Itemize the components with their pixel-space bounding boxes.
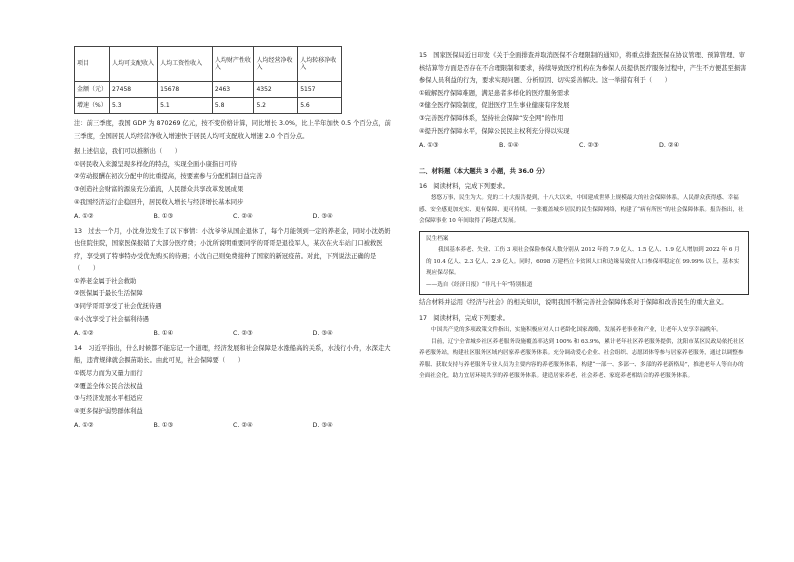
choice-d: D. ③④ <box>312 422 333 430</box>
material-box-title: 民生档案 <box>426 235 449 242</box>
table-header-cell: 人均转移净收入 <box>298 47 342 82</box>
table-row <box>75 98 342 114</box>
question-12-choices <box>74 210 392 223</box>
table-cell: 5157 <box>298 82 342 98</box>
question-13-option: ③同学哥哥享受了社会优抚待遇 <box>74 303 162 311</box>
table-cell: 15678 <box>158 82 213 98</box>
choice-b: B. ①④ <box>153 329 174 337</box>
table-header-cell: 项目 <box>75 47 110 82</box>
choice-d: D. ②④ <box>659 141 680 149</box>
question-16-stem: 16 阅读材料，完成下列要求。 <box>419 182 509 190</box>
question-17-stem: 17 阅读材料，完成下列要求。 <box>419 314 509 322</box>
choice-c: C. ②③ <box>233 329 253 337</box>
question-15-stem: 15 国家医保局近日印发《关于全面排查并取消医保不合理限制的通知》，将重点排查医保在协议管理、预算管理、审核结算等方面是否存在不合理限制和要求，持续导致医疗机构在为参保人员提供医疗服务过程中，产生不方便甚至损害参保人员利益的行为，要求实现问题、分析原因、切实妥善解决。这一举措有利于（ ） <box>419 52 747 84</box>
question-14-option: ③与经济发展水平相适应 <box>74 395 143 403</box>
table-header-cell: 人均经营净收入 <box>254 47 298 82</box>
income-table <box>74 46 342 114</box>
table-cell: 2463 <box>212 82 254 98</box>
question-16-material: 悠悠万事，民生为大。党的二十大报告提到，十八大以来，中国建成世界上规模最大的社会保障体系，人民群众获得感、幸福感、安全感更加充实、更有保障、更可持续。一张覆盖城乡居民的民生保障网络，构建了“病有所医”的社会保障体系。报告指出，社会保障事业 10 年间取得了跨越式发展。 <box>419 195 744 225</box>
choice-b: B. ①③ <box>153 422 174 430</box>
question-13-option: ②医保属于最长生活保障 <box>74 290 143 298</box>
table-cell: 金额（元） <box>75 82 110 98</box>
question-12-option: ③创造社会财富的源泉充分涌流，人民群众共享改革发展成果 <box>74 186 244 194</box>
question-13-choices <box>74 327 392 340</box>
question-15-choices <box>419 139 749 152</box>
table-cell: 27458 <box>110 82 158 98</box>
choice-a: A. ①② <box>74 422 94 430</box>
material-box-text: 我国基本养老、失业、工伤 3 项社会保险参保人数分别从 2012 年的 7.9 亿人、1.5 亿人、1.9 亿人增加到 2022 年 6 月的 10.4 亿人、2.3 亿人、2.9 亿人。同时，6098 万建档立卡贫困人口和边缘易致贫人口参保率稳定在 99.99% 以上，基本实现应保尽保。 <box>426 247 740 277</box>
choice-b: B. ①③ <box>153 212 174 220</box>
table-cell: 4352 <box>254 82 298 98</box>
material-box-source: ——选自《经济日报》“非凡十年”特别报道 <box>426 281 533 288</box>
section-title: 二、材料题（本大题共 3 小题，共 36.0 分） <box>419 167 549 175</box>
question-14-option: ②覆盖全体公民合法权益 <box>74 382 143 390</box>
question-13-option: ①养老金属于社会救助 <box>74 277 137 285</box>
choice-c: C. ②④ <box>233 422 253 430</box>
choice-b: B. ①④ <box>499 141 519 149</box>
question-15-option: ①破解医疗保障难题，满足患者多样化的医疗服务需求 <box>419 89 570 97</box>
table-note: 注：前三季度，我国 GDP 为 870269 亿元，按不变价格计算，同比增长 3.0%，比上半年加快 0.5 个百分点，前三季度，全国居民人均经营净收入增速快于居民人均可支配收入增速 2.0 个百分点。 <box>74 120 391 140</box>
table-header-cell: 人均工资性收入 <box>158 47 213 82</box>
choice-c: C. ②④ <box>233 212 253 220</box>
question-14-option: ④更多保护弱势群体利益 <box>74 408 143 416</box>
question-12-option: ④我国经济运行企稳回升，居民收入增长与经济增长基本同步 <box>74 198 244 206</box>
question-15-option: ③完善医疗保障体系，坚持社会保障“安全网”的作用 <box>419 115 564 123</box>
question-12-option: ②劳动报酬在初次分配中的比重提高，按要素参与分配机制日益完善 <box>74 173 263 181</box>
question-13-stem: 13 过去一个月，小沈身边发生了以下事情：小沈爷爷从国企退休了，每个月能领到一定的养老金，同时小沈奶奶也住院住院，国家医保报销了大部分医疗费；小沈所说明重要同学的哥哥是退役军人，某次在火车站门口被救医疗，享受到了特事特办受优先购买的待遇；小沈自己则免费接种了国家的新冠疫苗。对此，下列说法正确的是（ ） <box>74 227 391 273</box>
table-cell: 5.8 <box>212 98 254 114</box>
table-header-cell: 人均财产性收入 <box>212 47 254 82</box>
choice-d: D. ③④ <box>312 212 333 220</box>
question-12-stem: 据上述信息，我们可以推断出（ ） <box>74 148 182 155</box>
choice-d: D. ③④ <box>312 329 333 337</box>
table-header-cell: 人均可支配收入 <box>110 47 158 82</box>
question-13-option: ④小沈享受了社会福利待遇 <box>74 316 149 324</box>
choice-a: A. ①② <box>74 329 94 337</box>
table-cell: 增速（%） <box>75 98 110 114</box>
question-15-option: ④提升医疗保障水平，保障公民民主权利充分得以实现 <box>419 127 570 135</box>
table-cell: 5.2 <box>254 98 298 114</box>
question-12-option: ①居民收入来源呈现多样化的特点，实现全面小康指日可待 <box>74 160 238 168</box>
choice-c: C. ②③ <box>579 141 599 149</box>
material-box <box>419 231 749 295</box>
left-column <box>74 46 392 432</box>
table-cell: 5.3 <box>110 98 158 114</box>
choice-a: A. ①② <box>74 212 94 220</box>
table-header-row <box>75 47 342 82</box>
question-17-material: 目前，辽宁全省城乡社区养老服务设施覆盖率达到 100% 和 63.9%，累计老年社区养老服务提供，沈阳市某区民政局依托社区养老服务站，构建社区服务区域内居家养老服务体系。充分调动爱心企业、社会组织、志愿团体等参与居家养老服务，通过以调整参养服、获取支持与养老服务专业人员为主要内容的养老服务体系，构建“一部一、多部一、多部的养老新格局”，推进老年人等自办的全面社会化，助力宜居环境共享的养老服务体系。建造居家养老，社会养老、家庭养老相结合的养老服务体系。 <box>419 338 745 380</box>
question-15-option: ②健全医疗保险制度，促进医疗卫生事业健康有序发展 <box>419 102 570 110</box>
right-column <box>419 50 749 383</box>
question-14-stem: 14 习近平指出，什么时候都不能忘记一个道理，经济发展和社会保障是水涨船高的关系，水浅行小舟，水深走大船，违背规律就会揠苗助长。由此可见，社会保障要（ ） <box>74 344 391 365</box>
question-17-material: 中国共产党的多项政策文件指出，实施积极应对人口老龄化国家战略，发展养老事业和产业，让老年人安享幸福晚年。 <box>431 327 722 333</box>
question-16-ask: 结合材料并运用《经济与社会》的相关知识，说明我国不断完善社会保障体系对于保障和改善民生的重大意义。 <box>419 299 728 306</box>
table-row <box>75 82 342 98</box>
question-14-choices <box>74 419 392 432</box>
table-cell: 5.6 <box>298 98 342 114</box>
question-14-option: ①既尽力而为又量力而行 <box>74 369 143 377</box>
table-cell: 5.1 <box>158 98 213 114</box>
choice-a: A. ①③ <box>419 141 439 149</box>
